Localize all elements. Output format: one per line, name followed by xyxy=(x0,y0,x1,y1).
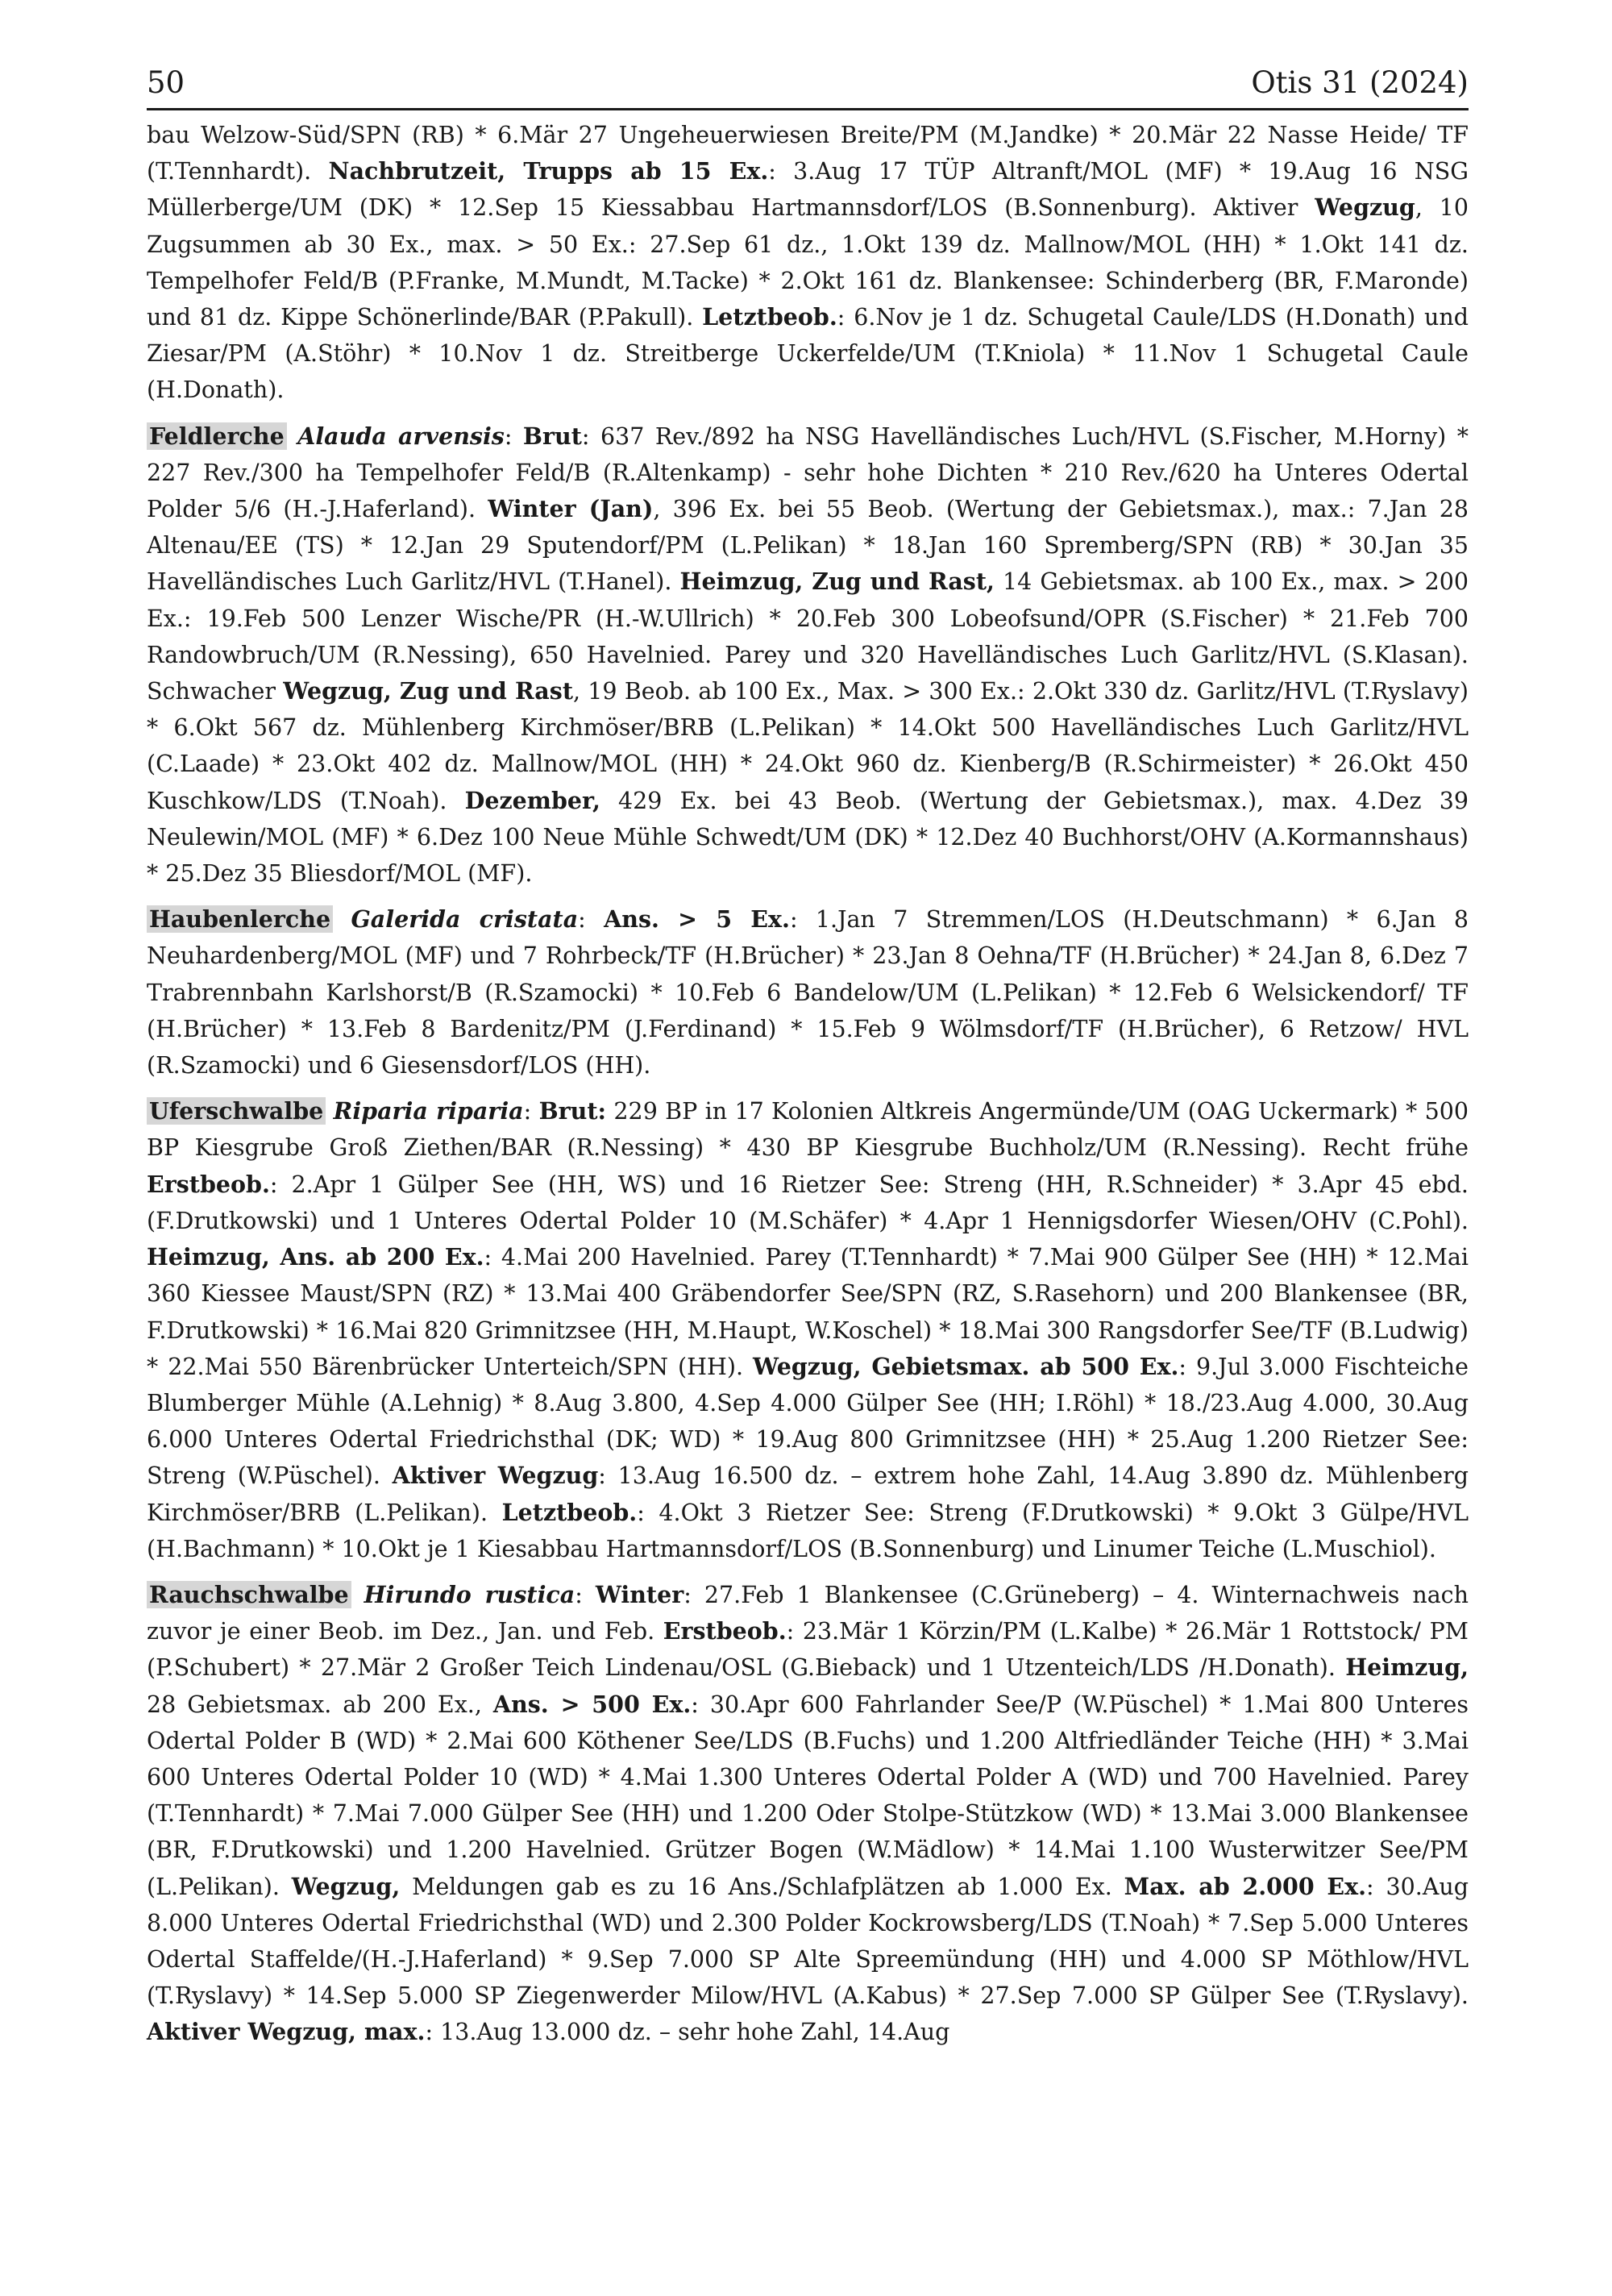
document-page xyxy=(147,63,1469,2061)
text-run: : xyxy=(504,422,523,450)
text-run: : 13.Aug 16.500 dz. – extrem hohe Zahl, 14.Aug 3.890 dz. Mühlenberg Kirchmöser/BRB (L.Pelikan). xyxy=(147,1462,1469,1526)
bold-label: Heimzug, xyxy=(1345,1653,1469,1682)
text-run: , 19 Beob. ab 100 Ex., Max. > 300 Ex.: 2.Okt 330 dz. Garlitz/HVL (T.Ryslavy) * 6.Okt 567 dz. Mühlenberg Kirchmöser/BRB (L.Pelikan) * 14.Okt 500 Havelländisches Luch Garlitz/HVL (C.Laade) * 23.Okt 402 dz. Mallnow/MOL (HH) * 24.Okt 960 dz. Kienberg/B (R.Schirmeister) * 26.Okt 450 Kuschkow/LDS (T.Noah). xyxy=(147,678,1469,814)
bold-label: Dezember, xyxy=(464,786,600,814)
species-paragraph xyxy=(147,418,1469,892)
page-number: 50 xyxy=(147,65,185,100)
text-run: 229 BP in 17 Kolonien Altkreis Angermünde/UM (OAG Uckermark) * 500 BP Kiesgrube Groß Ziethen/BAR (R.Nessing) * 430 BP Kiesgrube Buchholz/UM (R.Nessing). Recht frühe xyxy=(147,1098,1469,1162)
text-run xyxy=(351,1582,364,1608)
bold-label: Aktiver Wegzug xyxy=(392,1462,599,1490)
species-paragraph xyxy=(147,1577,1469,2051)
bold-label: Aktiver Wegzug, max. xyxy=(147,2018,426,2046)
text-run: : 27.Feb 1 Blankensee (C.Grüneberg) – 4. Winternachweis nach zuvor je einer Beob. im Dez., Jan. und Feb. xyxy=(147,1581,1469,1645)
bold-label: Brut xyxy=(522,422,582,450)
latin-name: Alauda arvensis xyxy=(297,422,505,450)
species-paragraph xyxy=(147,901,1469,1084)
bold-label: Letztbeob. xyxy=(702,303,837,331)
text-run: : xyxy=(575,1581,596,1608)
text-run: : 4.Okt 3 Rietzer See: Streng (F.Drutkowski) * 9.Okt 3 Gülpe/HVL (H.Bachmann) * 10.Okt je 1 Kiesabbau Hartmannsdorf/LOS (B.Sonnenburg) und Linumer Teiche (L.Muschiol). xyxy=(147,1499,1469,1562)
text-run: : 9.Jul 3.000 Fischteiche Blumberger Mühle (A.Lehnig) * 8.Aug 3.800, 4.Sep 4.000 Gülper See (HH; I.Röhl) * 18./23.Aug 4.000, 30.Aug 6.000 Unteres Odertal Friedrichsthal (DK; WD) * 19.Aug 800 Grimnitzsee (HH) * 25.Aug 1.200 Rietzer See: Streng (W.Püschel). xyxy=(147,1353,1469,1490)
bold-label: Heimzug, Ans. ab 200 Ex. xyxy=(147,1243,484,1271)
bold-label: Wegzug, Gebietsmax. ab 500 Ex. xyxy=(753,1352,1179,1380)
text-run xyxy=(326,1098,333,1125)
bold-label: Heimzug, Zug und Rast, xyxy=(679,568,995,596)
text-run: 14 Gebietsmax. ab 100 Ex., max. > 200 Ex.: 19.Feb 500 Lenzer Wische/PR (H.-W.Ullrich) * 20.Feb 300 Lobeofsund/OPR (S.Fischer) * 21.Feb 700 Randowbruch/UM (R.Nessing), 650 Havelnied. Parey und 320 Havelländisches Luch Garlitz/HVL (S.Klasan). Schwacher xyxy=(147,568,1469,705)
text-run: : 6.Nov je 1 dz. Schugetal Caule/LDS (H.Donath) und Ziesar/PM (A.Stöhr) * 10.Nov 1 dz. Streitberge Uckerfelde/UM (T.Kniola) * 11.Nov 1 Schugetal Caule (H.Donath). xyxy=(147,304,1469,404)
species-name: Uferschwalbe xyxy=(147,1097,326,1125)
text-run: : 637 Rev./892 ha NSG Havelländisches Luch/HVL (S.Fischer, M.Horny) * 227 Rev./300 ha Tempelhofer Feld/B (R.Altenkamp) - sehr hohe Dichten * 210 Rev./620 ha Unteres Odertal Polder 5/6 (H.-J.Haferland). xyxy=(147,422,1469,523)
text-run xyxy=(333,906,351,933)
bold-label: Brut: xyxy=(538,1097,607,1125)
bold-label: Erstbeob. xyxy=(147,1170,270,1198)
bold-label: Max. ab 2.000 Ex. xyxy=(1124,1872,1367,1900)
text-run: : xyxy=(578,906,604,934)
text-run: : 3.Aug 17 TÜP Altranft/MOL (MF) * 19.Aug 16 NSG Müllerberge/UM (DK) * 12.Sep 15 Kiessabbau Hartmannsdorf/LOS (B.Sonnenburg). Aktiver xyxy=(147,158,1469,222)
article-body xyxy=(147,117,1469,2051)
species-paragraph xyxy=(147,117,1469,409)
species-name: Haubenlerche xyxy=(147,905,333,933)
bold-label: Wegzug, xyxy=(291,1872,401,1900)
page-header xyxy=(147,63,1469,110)
latin-name: Riparia riparia xyxy=(333,1097,524,1125)
bold-label: Ans. > 500 Ex. xyxy=(492,1690,692,1718)
text-run: , 10 Zugsummen ab 30 Ex., max. > 50 Ex.: 27.Sep 61 dz., 1.Okt 139 dz. Mallnow/MOL (HH) * 1.Okt 141 dz. Tempelhofer Feld/B (P.Franke, M.Mundt, M.Tacke) * 2.Okt 161 dz. Blankensee: Schinderberg (BR, F.Maronde) und 81 dz. Kippe Schönerlinde/BAR (P.Pakull). xyxy=(147,194,1469,331)
bold-label: Winter xyxy=(595,1580,684,1608)
bold-label: Erstbeob. xyxy=(663,1617,787,1645)
latin-name: Hirundo rustica xyxy=(364,1580,575,1608)
text-run: : 13.Aug 13.000 dz. – sehr hohe Zahl, 14.Aug xyxy=(425,2019,950,2046)
text-run: 429 Ex. bei 43 Beob. (Wertung der Gebietsmax.), max. 4.Dez 39 Neulewin/MOL (MF) * 6.Dez 100 Neue Mühle Schwedt/UM (DK) * 12.Dez 40 Buchhorst/OHV (A.Kormannshaus) * 25.Dez 35 Bliesdorf/MOL (MF). xyxy=(147,787,1469,888)
bold-label: Ans. > 5 Ex. xyxy=(604,905,790,934)
text-run: : xyxy=(523,1098,539,1125)
species-name: Feldlerche xyxy=(147,422,287,450)
latin-name: Galerida cristata xyxy=(351,905,579,934)
bold-label: Winter (Jan) xyxy=(488,495,654,523)
text-run: 28 Gebietsmax. ab 200 Ex., xyxy=(147,1691,493,1718)
species-paragraph xyxy=(147,1093,1469,1567)
bold-label: Nachbrutzeit, Trupps ab 15 Ex. xyxy=(328,157,769,185)
text-run: : 23.Mär 1 Körzin/PM (L.Kalbe) * 26.Mär 1 Rottstock/ PM (P.Schubert) * 27.Mär 2 Großer Teich Lindenau/OSL (G.Bieback) und 1 Utzenteich/LDS /H.Donath). xyxy=(147,1618,1469,1682)
bold-label: Letztbeob. xyxy=(501,1498,638,1526)
text-run xyxy=(287,423,297,450)
text-run: Meldungen gab es zu 16 Ans./Schlafplätzen ab 1.000 Ex. xyxy=(400,1873,1124,1900)
bold-label: Wegzug, Zug und Rast xyxy=(283,677,573,705)
species-name: Rauchschwalbe xyxy=(147,1581,351,1608)
text-run: : 4.Mai 200 Havelnied. Parey (T.Tennhardt) * 7.Mai 900 Gülper See (HH) * 12.Mai 360 Kiessee Maust/SPN (RZ) * 13.Mai 400 Gräbendorfer See/SPN (RZ, S.Rasehorn) und 200 Blankensee (BR, F.Drutkowski) * 16.Mai 820 Grimnitzsee (HH, M.Haupt, W.Koschel) * 18.Mai 300 Rangsdorfer See/TF (B.Ludwig) * 22.Mai 550 Bärenbrücker Unterteich/SPN (HH). xyxy=(147,1244,1469,1380)
text-run: : 30.Apr 600 Fahrlander See/P (W.Püschel) * 1.Mai 800 Unteres Odertal Polder B (WD) * 2.Mai 600 Köthener See/LDS (B.Fuchs) und 1.200 Altfriedländer Teiche (HH) * 3.Mai 600 Unteres Odertal Polder 10 (WD) * 4.Mai 1.300 Unteres Odertal Polder A (WD) und 700 Havelnied. Parey (T.Tennhardt) * 7.Mai 7.000 Gülper See (HH) und 1.200 Oder Stolpe-Stützkow (WD) * 13.Mai 3.000 Blankensee (BR, F.Drutkowski) und 1.200 Havelnied. Grützer Bogen (W.Mädlow) * 14.Mai 1.100 Wusterwitzer See/PM (L.Pelikan). xyxy=(147,1691,1469,1900)
text-run: bau Welzow-Süd/SPN (RB) * 6.Mär 27 Ungeheuerwiesen Breite/PM (M.Jandke) * 20.Mär 22 Nasse Heide/ TF (T.Tennhardt). xyxy=(147,122,1469,185)
text-run: , 396 Ex. bei 55 Beob. (Wertung der Gebietsmax.), max.: 7.Jan 28 Altenau/EE (TS) * 12.Jan 29 Sputendorf/PM (L.Pelikan) * 18.Jan 160 Spremberg/SPN (RB) * 30.Jan 35 Havelländisches Luch Garlitz/HVL (T.Hanel). xyxy=(147,496,1469,596)
text-run: : 2.Apr 1 Gülper See (HH, WS) und 16 Rietzer See: Streng (HH, R.Schneider) * 3.Apr 45 ebd. (F.Drutkowski) und 1 Unteres Odertal Polder 10 (M.Schäfer) * 4.Apr 1 Hennigsdorfer Wiesen/OHV (C.Pohl). xyxy=(147,1171,1469,1234)
bold-label: Wegzug xyxy=(1315,193,1415,222)
text-run: : 30.Aug 8.000 Unteres Odertal Friedrichsthal (WD) und 2.300 Polder Kockrowsberg/LDS (T.Noah) * 7.Sep 5.000 Unteres Odertal Staffelde/(H.-J.Haferland) * 9.Sep 7.000 SP Alte Spreemündung (HH) und 4.000 SP Möthlow/HVL (T.Ryslavy) * 14.Sep 5.000 SP Ziegenwerder Milow/HVL (A.Kabus) * 27.Sep 7.000 SP Gülper See (T.Ryslavy). xyxy=(147,1873,1469,2010)
journal-title: Otis 31 (2024) xyxy=(1251,65,1469,100)
text-run: : 1.Jan 7 Stremmen/LOS (H.Deutschmann) * 6.Jan 8 Neuhardenberg/MOL (MF) und 7 Rohrbeck/TF (H.Brücher) * 23.Jan 8 Oehna/TF (H.Brücher) * 24.Jan 8, 6.Dez 7 Trabrennbahn Karlshorst/B (R.Szamocki) * 10.Feb 6 Bandelow/UM (L.Pelikan) * 12.Feb 6 Welsickendorf/ TF (H.Brücher) * 13.Feb 8 Bardenitz/PM (J.Ferdinand) * 15.Feb 9 Wölmsdorf/TF (H.Brücher), 6 Retzow/ HVL (R.Szamocki) und 6 Giesensdorf/LOS (HH). xyxy=(147,906,1469,1079)
